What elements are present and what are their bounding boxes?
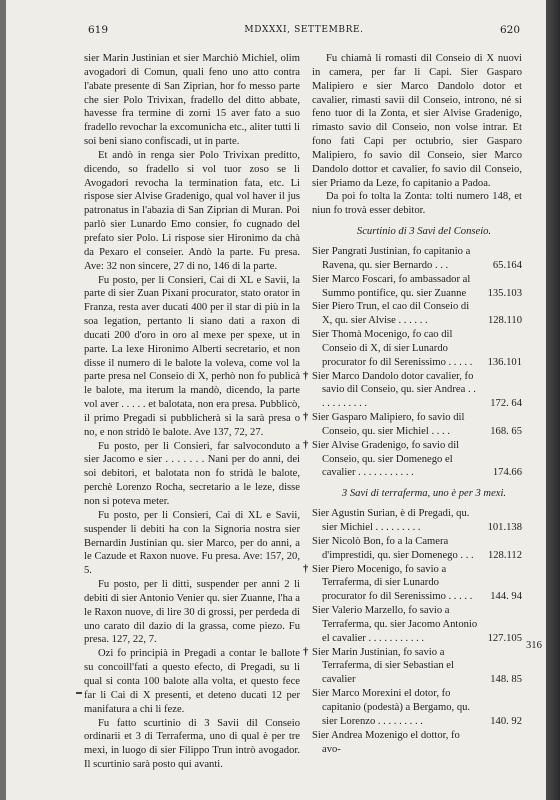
candidate-text: Sier Valerio Marzello, fo savio a Terraferma, qu. sier Jacomo Antonio el cavalier . . . . . . . . . . . <box>312 605 478 644</box>
candidate-text: Sier Marin Justinian, fo savio a Terraferma, di sier Sebastian el cavalier <box>312 646 454 686</box>
candidate-text: Sier Pangrati Justinian, fo capitanio a Ravena, qu. sier Bernardo . . . <box>312 245 471 271</box>
right-column <box>303 52 522 756</box>
candidate-entry <box>303 411 522 439</box>
paragraph: Et andò in renga sier Polo Trivixan preditto, dicendo, so fradello si vol tuor zoso se li Avogadori revocha la termination fata, etc. Li rispose sier Alvise Gradenigo, qual vol haver il jus patronatus in l'abazia di San Ziprian di Muran. Poi parlò sier Lunardo Emo consier, fo cugnado del prefato sier Polo. Li rispose sier Hironimo da chà da Pexaro el conseier. Andò la parte. Fu presa. Ave: 32 non sincere, 27 di no, 146 di la parte. <box>84 149 300 272</box>
candidate-entry <box>312 535 522 563</box>
candidate-entry <box>312 687 522 729</box>
paragraph: Fu posto, per li Consieri, Cai di XL e Savii, suspender li debiti ha con la Signoria nostra sier Bernardin Justinian qu. sier Marco, per do anni, a le Cazude et Raxon nuove. Fu presa. Ave: 157, 20, 5. <box>84 509 300 577</box>
paragraph: Fu posto, per li Consieri, far salvoconduto a sier Jacomo e sier . . . . . . . Nani per do anni, dei soi debitori, et balotata non fo stridà le balote, perchè Lorenzo Rocha, secretario a le leze, disse non si poteva meter. <box>84 440 300 507</box>
paragraph: Fu posto, per li ditti, suspender per anni 2 li debiti di sier Antonio Venier qu. sier Zuanne, l'ha a le Raxon nuove, di lire 30 di grossi, per perdeda di uno carato dil dazio di la grassa, come piezo. Fu presa. 127, 22, 7. <box>84 579 300 646</box>
candidate-entry <box>303 563 522 605</box>
paragraph: Fu chiamà li romasti dil Conseio di X nuovi in camera, per far li Capi. Sier Gasparo Malipiero e sier Marco Dandolo dotor et cavalier, rimasti savii dil Conseio, introno, né si feno tuor di la Zonta, et sier Alvise Gradenigo, rimasto savio dil Conseio, non volse intrar. Et fono fati Capi per octubrio, sier Gasparo Malipiero, fo savio dil Conseio, sier Marco Dandolo dottor et cavalier, fo savio dil Conseio, sier Priamo da Leze, fo capitanio a Padoa. <box>312 53 522 189</box>
running-title: MDXXXI, SETTEMBRE. <box>244 25 364 35</box>
candidate-text: Sier Alvise Gradenigo, fo savio dil Conseio, qu. sier Domenego el cavalier . . . . . . . . . . . <box>312 439 460 479</box>
vote-count: 174.66 <box>492 467 522 479</box>
vote-count: 148. 85 <box>490 674 522 686</box>
paragraph: Da poi fo tolta la Zonta: tolti numero 148, et niun fo trovà esser debitor. <box>312 191 522 217</box>
candidate-entry <box>303 370 522 412</box>
vote-count: 128.110 <box>487 315 522 327</box>
running-header <box>88 24 520 40</box>
paragraph: sier Marin Justinian et sier Marchiò Michiel, olim avogadori di Comun, quali feno uno atto contra l'abate presente di San Ziprian, hor fo messo parte che sier Polo Trivixan, fradello del ditto abbate, havesse fra termine di zorni 15 aver fato a suo fradello revochar la excomunicha etc., aliter tutti li soi beni siano confiscadi, ut in parte. <box>84 53 300 148</box>
candidate-entry <box>312 328 522 370</box>
paragraph: Ozi fo principià in Pregadi a contar le ballote su concoill'fati a questo efecto, di Pregadi, su li qual si conta 100 balote alla volta, et questo fece far li Cai di X presenti, et deteno ducati 12 per manifatura a chi li feze. <box>84 648 300 715</box>
vote-count: 136.101 <box>487 356 522 368</box>
margin-column-number: 316 <box>526 640 542 651</box>
scrutiny-list-council <box>303 245 522 480</box>
elected-mark: † <box>303 646 309 658</box>
vote-count: 172. 64 <box>490 398 522 410</box>
elected-mark: † <box>303 563 309 575</box>
candidate-text: Sier Agustin Surian, è di Pregadi, qu. sier Michiel . . . . . . . . . <box>312 508 470 533</box>
candidate-text: Sier Gasparo Malipiero, fo savio dil Conseio, qu. sier Michiel . . . . <box>312 412 465 437</box>
candidate-entry <box>312 604 522 646</box>
candidate-entry <box>303 646 522 688</box>
right-page-number: 620 <box>499 24 520 36</box>
vote-count: 65.164 <box>492 259 522 271</box>
candidate-entry <box>303 439 522 481</box>
margin-tick-mark <box>76 692 82 694</box>
vote-count: 144. 94 <box>490 591 522 603</box>
elected-mark: † <box>303 370 309 382</box>
vote-count: 140. 92 <box>490 715 522 727</box>
candidate-entry <box>312 300 522 328</box>
vote-count: 135.103 <box>487 287 522 299</box>
candidate-text: Sier Nicolò Bon, fo a la Camera d'imprestidi, qu. sier Domenego . . . <box>312 535 474 561</box>
vote-count: 127.105 <box>487 632 522 644</box>
candidate-text: Sier Marco Foscari, fo ambassador al Summo pontifice, qu. sier Zuanne <box>312 273 471 299</box>
candidate-entry <box>312 273 522 301</box>
left-column <box>84 52 300 772</box>
vote-count: 168. 65 <box>490 425 522 437</box>
book-page <box>6 0 546 800</box>
vote-count: 101.138 <box>487 522 522 533</box>
candidate-entry <box>312 507 522 535</box>
candidate-text: Sier Piero Trun, el cao dil Conseio di X, qu. sier Alvise . . . . . . <box>312 301 470 327</box>
paragraph: Fu fatto scurtinio di 3 Savii dil Conseio ordinarii et 3 di Terraferma, uno di qual è per tre mexi, in luogo di sier Filippo Trun intrò avogador. Il scurtinio sarà posto qui avanti. <box>84 717 300 771</box>
elected-mark: † <box>303 412 309 424</box>
candidate-entry <box>312 245 522 273</box>
candidate-text: Sier Thomà Mocenigo, fo cao dil Conseio di X, di sier Lunardo procurator fo dil Serenissimo . . . . . <box>312 329 473 368</box>
section-title: Scurtinio di 3 Savi del Conseio. <box>356 226 492 238</box>
candidate-text: Sier Piero Mocenigo, fo savio a Terraferma, di sier Lunardo procurator fo dil Serenissimo . . . . . <box>312 563 473 603</box>
page-edge-shadow <box>546 0 560 800</box>
section-title: 3 Savi di terraferma, uno è per 3 mexi. <box>341 488 507 500</box>
paragraph: Fu posto, per li Consieri, Cai di XL e Savii, la parte di sier Zuan Pixani procurator, stato orator in Franza, resta aver ducati 400 per il star di più in la soa legation, pertanto li siano dati a raxon di ducati 200 d'oro in oro al mexe per spexe, ut in parte. La lexe Hironimo Alberti secretario, et non disse il numero di le balote la voleva, come vol la parte presa nel Conseio di X, perhò non fo publicà le balote, ma iterum la mandò, dicendo, la parte vol aver . . . . . et balotata, non era presa. Pubblicò, il primo Pregadi si pubblicherà si la sarà presa o no, e non stridò le balote. Ave 137, 72, 27. <box>84 274 300 438</box>
candidate-text: Sier Marco Dandolo dotor cavalier, fo savio dil Conseio, qu. sier Andrea . . . . . . . . . . . <box>312 370 476 410</box>
candidate-entry <box>312 729 522 757</box>
elected-mark: † <box>303 439 309 451</box>
scrutiny-list-terraferma <box>303 507 522 756</box>
vote-count: 128.112 <box>487 549 522 561</box>
candidate-text: Sier Andrea Mozenigo el dottor, fo avo- <box>312 729 460 755</box>
left-page-number: 619 <box>88 24 109 36</box>
candidate-text: Sier Marco Morexini el dotor, fo capitanio (podestà) a Bergamo, qu. sier Lorenzo . . . . . . . . . <box>312 688 471 727</box>
